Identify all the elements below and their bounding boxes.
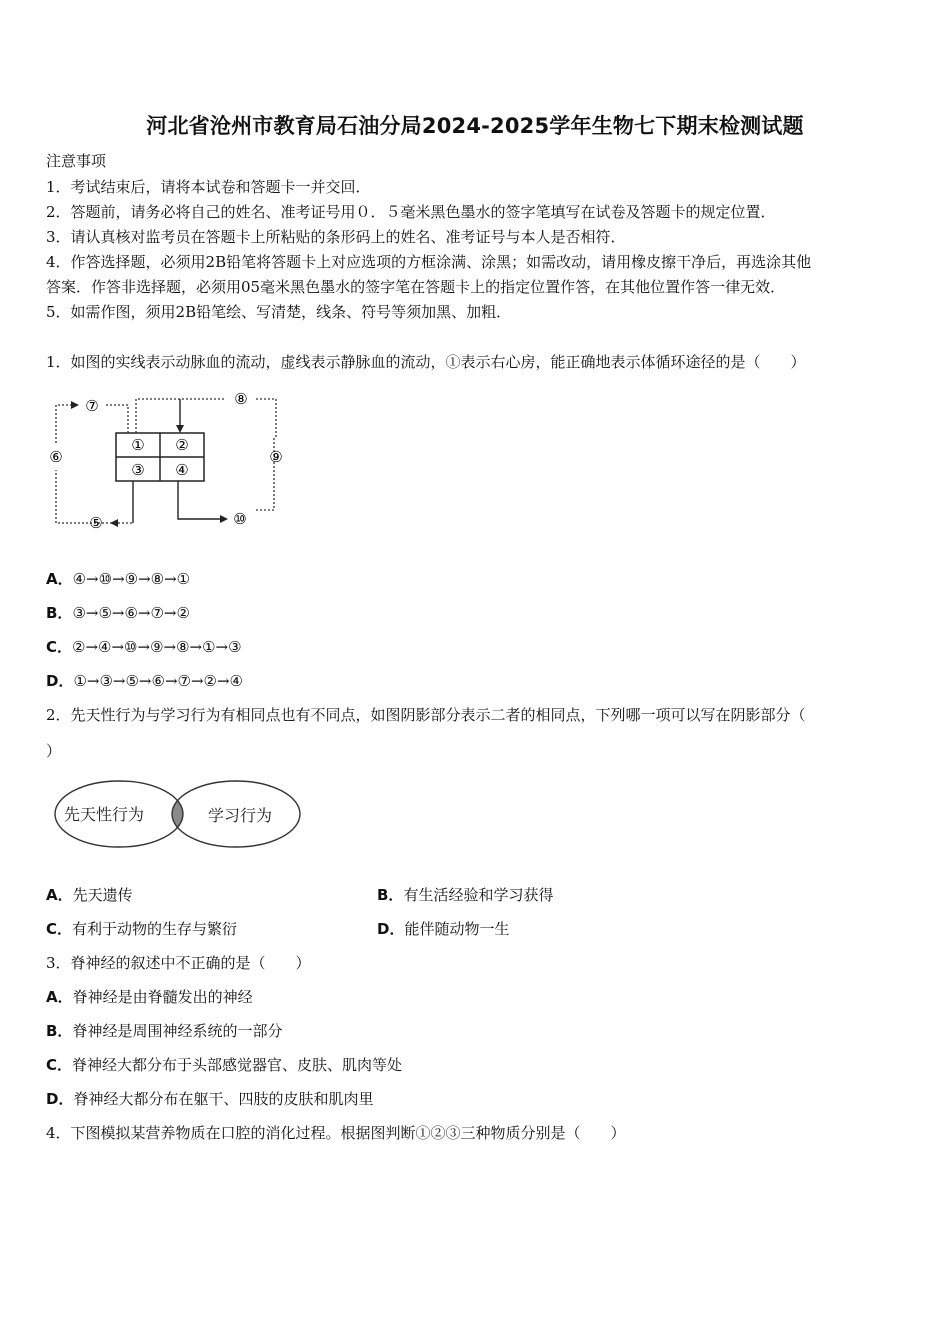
option-text: ②→④→⑩→⑨→⑧→①→③ <box>72 638 242 656</box>
label-1: ① <box>131 436 145 454</box>
venn-left-label: 先天性行为 <box>64 805 145 824</box>
q2-stem-line1: 2．先天性行为与学习行为有相同点也有不同点，如图阴影部分表示二者的相同点，下列哪一项可以写在阴影部分（ <box>46 706 806 724</box>
q2-option-c[interactable] <box>46 919 237 939</box>
notice-item: 答案．作答非选择题，必须用05毫米黑色墨水的签字笔在答题卡上的指定位置作答，在其他位置作答一律无效． <box>46 278 786 296</box>
label-4: ④ <box>175 461 189 479</box>
option-text: 先天遗传 <box>72 886 133 904</box>
label-5: ⑤ <box>89 514 103 532</box>
page-title: 河北省沧州市教育局石油分局2024-2025学年生物七下期末检测试题 <box>146 114 804 138</box>
q3-option-d[interactable] <box>46 1089 373 1109</box>
q1-stem: 1．如图的实线表示动脉血的流动，虚线表示静脉血的流动，①表示右心房，能正确地表示体循环途径的是（ ） <box>46 353 806 371</box>
q3-option-c[interactable] <box>46 1055 402 1075</box>
option-letter: A． <box>46 988 73 1006</box>
option-text: ④→⑩→⑨→⑧→① <box>72 570 191 588</box>
label-7: ⑦ <box>85 397 99 415</box>
q1-option-c[interactable] <box>46 637 242 657</box>
q1-option-d[interactable] <box>46 671 243 691</box>
option-letter: A． <box>46 886 73 904</box>
option-letter: C． <box>46 1056 73 1074</box>
q2-option-a[interactable] <box>46 885 133 905</box>
option-text: 能伴随动物一生 <box>404 920 510 938</box>
notice-item: 2．答题前，请务必将自己的姓名、准考证号用０．５毫米黑色墨水的签字笔填写在试卷及答题卡的规定位置． <box>46 203 776 221</box>
option-text: 有利于动物的生存与繁衍 <box>72 920 238 938</box>
q4-stem: 4．下图模拟某营养物质在口腔的消化过程。根据图判断①②③三种物质分别是（ ） <box>46 1124 626 1142</box>
label-6: ⑥ <box>49 448 63 466</box>
q2-venn-diagram <box>52 779 304 849</box>
q2-option-d[interactable] <box>377 919 509 939</box>
label-9: ⑨ <box>269 448 283 466</box>
q3-option-b[interactable] <box>46 1021 282 1041</box>
label-10: ⑩ <box>233 510 247 528</box>
q2-stem-line2: ） <box>46 742 62 760</box>
q3-stem: 3．脊神经的叙述中不正确的是（ ） <box>46 954 311 972</box>
option-text: ①→③→⑤→⑥→⑦→②→④ <box>73 672 243 690</box>
option-text: 脊神经是周围神经系统的一部分 <box>72 1022 283 1040</box>
option-letter: B． <box>377 886 404 904</box>
option-text: 脊神经大都分布在躯干、四肢的皮肤和肌肉里 <box>73 1090 374 1108</box>
notice-item: 5．如需作图，须用2B铅笔绘、写清楚，线条、符号等须加黑、加粗． <box>46 303 512 321</box>
option-text: 脊神经大都分布于头部感觉器官、皮肤、肌肉等处 <box>72 1056 403 1074</box>
notice-heading: 注意事项 <box>46 152 107 170</box>
venn-right-label: 学习行为 <box>208 806 273 825</box>
option-letter: D． <box>46 1090 74 1108</box>
notice-item: 4．作答选择题，必须用2B铅笔将答题卡上对应选项的方框涂满、涂黑；如需改动，请用橡皮擦干净后，再选涂其他 <box>46 253 812 271</box>
notice-item: 3．请认真核对监考员在答题卡上所粘贴的条形码上的姓名、准考证号与本人是否相符． <box>46 228 626 246</box>
q1-option-b[interactable] <box>46 603 190 623</box>
label-2: ② <box>175 436 189 454</box>
q1-option-a[interactable] <box>46 569 190 589</box>
option-text: 有生活经验和学习获得 <box>403 886 554 904</box>
option-letter: D． <box>46 672 74 690</box>
label-3: ③ <box>131 461 145 479</box>
q3-option-a[interactable] <box>46 987 253 1007</box>
option-letter: D． <box>377 920 405 938</box>
option-text: ③→⑤→⑥→⑦→② <box>72 604 190 622</box>
option-letter: A． <box>46 570 73 588</box>
option-letter: B． <box>46 1022 73 1040</box>
option-letter: C． <box>46 920 73 938</box>
option-letter: C． <box>46 638 73 656</box>
option-text: 脊神经是由脊髓发出的神经 <box>72 988 253 1006</box>
q2-option-b[interactable] <box>377 885 553 905</box>
label-8: ⑧ <box>234 390 248 408</box>
notice-item: 1．考试结束后，请将本试卷和答题卡一并交回． <box>46 178 371 196</box>
q1-circulation-diagram <box>44 385 289 535</box>
option-letter: B． <box>46 604 73 622</box>
